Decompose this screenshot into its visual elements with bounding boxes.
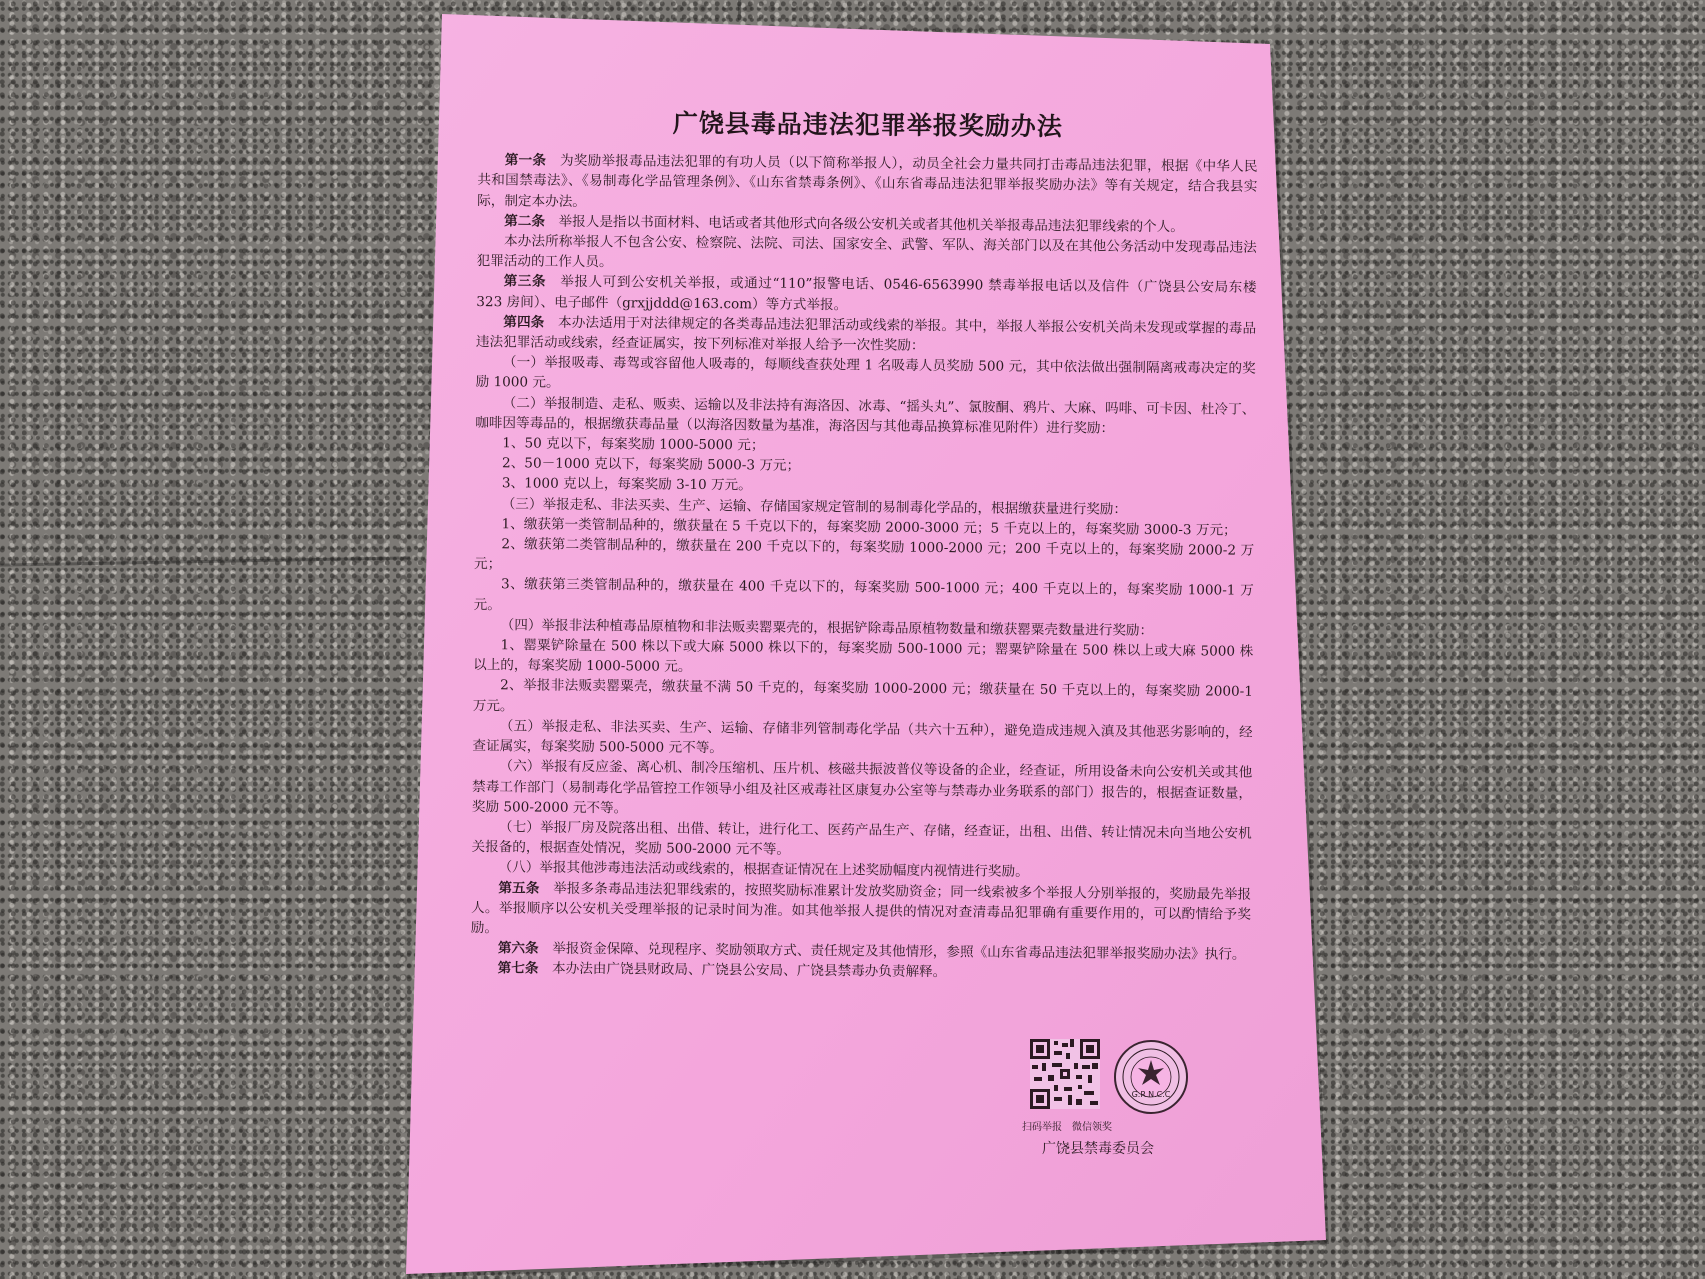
paragraph-text: 2、50－1000 克以下，每案奖励 5000-3 万元； bbox=[502, 455, 801, 475]
paragraph-text: （一）举报吸毒、毒驾或容留他人吸毒的，每顺线查获处理 1 名吸毒人员奖励 500 元，其中依法做出强制隔离戒毒决定的奖励 1000 元。 bbox=[475, 354, 1256, 392]
paragraph-text: 本办法适用于对法律规定的各类毒品违法犯罪活动或线索的举报。其中，举报人举报公安机关尚未发现或掌握的毒品违法犯罪活动或线索，经查证属实，按下列标准对举报人给予一次性奖励： bbox=[475, 314, 1257, 354]
paragraph bbox=[472, 716, 1252, 763]
paragraph-text: （四）举报非法种植毒品原植物和非法贩卖罂粟壳的，根据铲除毒品原植物数量和缴获罂粟壳数量进行奖励： bbox=[500, 617, 1154, 639]
paragraph bbox=[477, 231, 1257, 278]
article-label: 第四条 bbox=[503, 314, 545, 331]
paragraph bbox=[471, 817, 1251, 864]
paragraph-text: 本办法所称举报人不包含公安、检察院、法院、司法、国家安全、武警、军队、海关部门以及在其他公务活动中发现毒品违法犯罪活动的工作人员。 bbox=[476, 233, 1257, 271]
document-body bbox=[470, 108, 1258, 985]
article-label: 第五条 bbox=[498, 879, 540, 897]
qr-code bbox=[1030, 1039, 1100, 1109]
paragraph-text: 举报人是指以书面材料、电话或者其他形式向各级公安机关或者其他机关举报毒品违法犯罪线索的个人。 bbox=[544, 213, 1184, 235]
paragraph-text: 2、缴获第二类管制品种的，缴获量在 200 千克以下的，每案奖励 1000-2000 元；200 千克以上的，每案奖励 2000-2 万元； bbox=[473, 536, 1255, 573]
paragraph-text: （八）举报其他涉毒违法活动或线索的，根据查证情况在上述奖励幅度内视情进行奖励。 bbox=[498, 859, 1029, 881]
paragraph-text: 举报多条毒品违法犯罪线索的，按照奖励标准累计发放奖励资金；同一线索被多个举报人分别举报的，奖励最先举报人。举报顺序以公安机关受理举报的记录时间为准。如其他举报人提供的情况对查清毒品犯罪确有重要作用的，可以酌情给予奖励。 bbox=[470, 880, 1252, 937]
paragraph bbox=[476, 352, 1256, 399]
paragraph-text: 本办法由广饶县财政局、广饶县公安局、广饶县禁毒办负责解释。 bbox=[538, 960, 947, 981]
emblem-text: G.R.N.C.C bbox=[1131, 1090, 1171, 1099]
paragraph-text: （二）举报制造、走私、贩卖、运输以及非法持有海洛因、冰毒、“摇头丸”、氯胺酮、鸦片、大麻、吗啡、可卡因、杜冷丁、咖啡因等毒品的，根据缴获毒品量（以海洛因数量为基准，海洛因与其他毒品换算标准见附件）进行奖励： bbox=[475, 394, 1256, 437]
paragraph bbox=[472, 756, 1252, 823]
paragraph bbox=[475, 393, 1255, 440]
article-label: 第三条 bbox=[503, 273, 547, 291]
paragraph-text: 1、罂粟铲除量在 500 株以下或大麻 5000 株以下的，每案奖励 500-1000 元；罂粟铲除量在 500 株以上或大麻 5000 株以上的，每案奖励 1000-5000 元。 bbox=[473, 637, 1254, 676]
article-label: 第六条 bbox=[497, 940, 539, 957]
paragraph bbox=[473, 675, 1253, 722]
paragraph bbox=[473, 635, 1253, 682]
paragraph bbox=[471, 877, 1251, 944]
paragraph bbox=[476, 312, 1256, 359]
paragraph-text: 举报资金保障、兑现程序、奖励领取方式、责任规定及其他情形，参照《山东省毒品违法犯罪举报奖励办法》执行。 bbox=[538, 940, 1246, 963]
paragraph-text: （六）举报有反应釜、离心机、制冷压缩机、压片机、核磁共振波普仪等设备的企业，经查证，所用设备未向公安机关或其他禁毒工作部门（易制毒化学品管控工作领导小组及社区戒毒社区康复办公室等与禁毒办业务联系的部门）报告的，根据查证数量，奖励 500-2000 元不等。 bbox=[471, 758, 1253, 817]
paragraph-text: 3、缴获第三类管制品种的，缴获量在 400 千克以下的，每案奖励 500-1000 元；400 千克以上的，每案奖励 1000-1 万元。 bbox=[473, 576, 1254, 613]
paragraph-text: 为奖励举报毒品违法犯罪的有功人员（以下简称举报人），动员全社会力量共同打击毒品违法犯罪，根据《中华人民共和国禁毒法》、《易制毒化学品管理条例》、《山东省禁毒条例》、《山东省毒品违法犯罪举报奖励办法》等有关规定，结合我县实际，制定本办法。 bbox=[477, 152, 1258, 210]
document-footer bbox=[1010, 1034, 1210, 1184]
paragraph bbox=[474, 534, 1254, 581]
paragraph-text: 3、1000 克以上，每案奖励 3-10 万元。 bbox=[501, 475, 752, 494]
paragraph-text: 举报人可到公安机关举报，或通过“110”报警电话、0546-6563990 禁毒举报电话以及信件（广饶县公安局东楼 323 房间）、电子邮件（grxjjddd@163.com）等方式举报。 bbox=[476, 274, 1257, 313]
paragraph-text: 1、缴获第一类管制品种的，缴获量在 5 千克以下的，每案奖励 2000-3000 元；5 千克以上的，每案奖励 3000-3 万元； bbox=[501, 516, 1237, 539]
paragraph bbox=[477, 150, 1257, 217]
document-title: 广饶县毒品违法犯罪举报奖励办法 bbox=[672, 108, 1063, 142]
paragraph bbox=[474, 574, 1254, 621]
paragraph-text: （七）举报厂房及院落出租、出借、转让，进行化工、医药产品生产、存储，经查证，出租、出借、转让情况未向当地公安机关报备的，根据查处情况，奖励 500-2000 元不等。 bbox=[471, 819, 1252, 858]
paragraph-text: 2、举报非法贩卖罂粟壳，缴获量不满 50 千克的，每案奖励 1000-2000 元；缴获量在 50 千克以上的，每案奖励 2000-1 万元。 bbox=[472, 677, 1254, 715]
article-label: 第七条 bbox=[497, 960, 539, 977]
paragraph bbox=[476, 271, 1256, 318]
article-label: 第二条 bbox=[504, 213, 546, 230]
article-label: 第一条 bbox=[504, 152, 547, 169]
paragraph-text: （五）举报走私、非法买卖、生产、运输、存储非列管制毒化学品（共六十五种），避免造成违规入滇及其他恶劣影响的，经查证属实，每案奖励 500-5000 元不等。 bbox=[472, 718, 1253, 757]
paragraph-text: （三）举报走私、非法买卖、生产、运输、存储国家规定管制的易制毒化学品的，根据缴获量进行奖励： bbox=[501, 495, 1128, 518]
issuing-authority: 广饶县禁毒委员会 bbox=[1042, 1141, 1154, 1157]
qr-caption: 扫码举报 微信领奖 bbox=[1022, 1122, 1112, 1133]
paragraph-text: 1、50 克以下，每案奖励 1000-5000 元； bbox=[502, 435, 765, 454]
anti-drug-committee-emblem bbox=[1114, 1040, 1188, 1114]
